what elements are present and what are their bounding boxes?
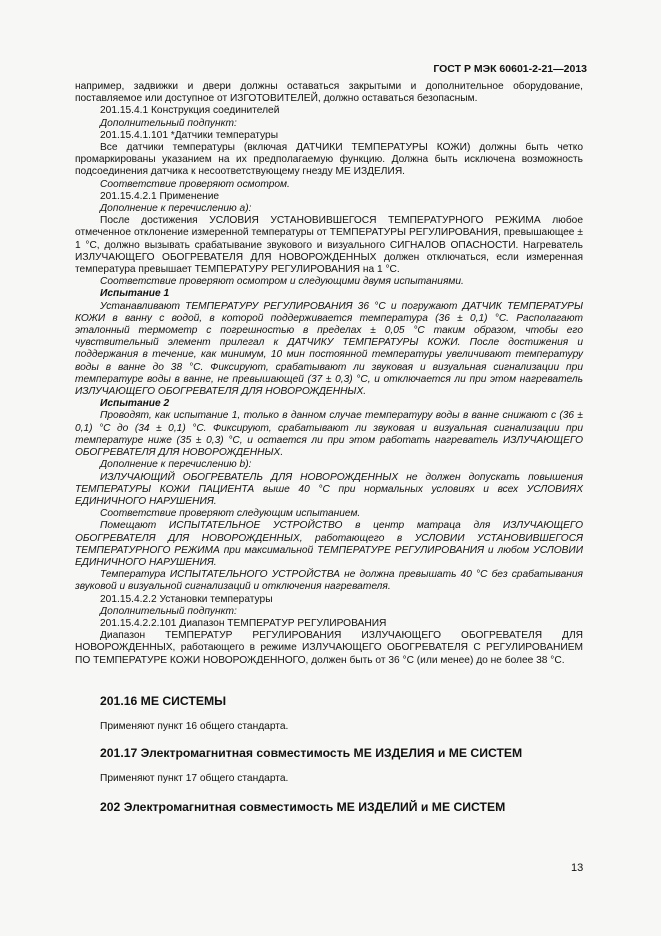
- page-number: 13: [571, 862, 584, 874]
- paragraph: 201.15.4.1 Конструкция соединителей: [100, 105, 280, 117]
- paragraph: Диапазон ТЕМПЕРАТУР РЕГУЛИРОВАНИЯ ИЗЛУЧАЮЩЕГО ОБОГРЕВАТЕЛЯ ДЛЯ НОВОРОЖДЕННЫХ, работающего в режиме ИЗЛУЧАЮЩЕГО ОБОГРЕВАТЕЛЯ С РЕГУЛИРОВАНИЕМ ПО ТЕМПЕРАТУРЕ КОЖИ НОВОРОЖДЕННОГО, должен быть от 36 °С (или менее) до не более 38 °С.: [75, 630, 583, 666]
- paragraph: Соответствие проверяют следующим испытанием.: [100, 508, 361, 520]
- section-text-201-17: Применяют пункт 17 общего стандарта.: [100, 773, 289, 784]
- paragraph: ИЗЛУЧАЮЩИЙ ОБОГРЕВАТЕЛЬ ДЛЯ НОВОРОЖДЕННЫХ не должен допускать повышения ТЕМПЕРАТУРЫ КОЖИ ПАЦИЕНТА выше 40 °С при нормальных условиях и всех УСЛОВИЯХ ЕДИНИЧНОГО НАРУШЕНИЯ.: [75, 471, 583, 507]
- paragraph: 201.15.4.2.1 Применение: [100, 190, 220, 202]
- paragraph: Все датчики температуры (включая ДАТЧИКИ ТЕМПЕРАТУРЫ КОЖИ) должны быть четко промаркированы указанием на их предполагаемую функцию. Должна быть исключена возможность подсоединения датчика к несоответствующему гнезду МЕ ИЗДЕЛИЯ.: [75, 142, 583, 178]
- paragraph: После достижения УСЛОВИЯ УСТАНОВИВШЕГОСЯ ТЕМПЕРАТУРНОГО РЕЖИМА любое отмеченное отклонение измеренной температуры от ТЕМПЕРАТУРЫ РЕГУЛИРОВАНИЯ, превышающее ± 1 °С, должно вызывать срабатывание звукового и визуального СИГНАЛОВ ОПАСНОСТИ. Нагреватель ИЗЛУЧАЮЩЕГО ОБОГРЕВАТЕЛЯ ДЛЯ НОВОРОЖДЕННЫХ должен отключаться, если измеренная температура превышает ТЕМПЕРАТУРУ РЕГУЛИРОВАНИЯ на 1 °С.: [75, 215, 583, 276]
- paragraph: 201.15.4.2.2.101 Диапазон ТЕМПЕРАТУР РЕГУЛИРОВАНИЯ: [100, 617, 387, 629]
- paragraph: Испытание 2: [100, 398, 170, 410]
- document-body: [75, 81, 583, 667]
- section-heading-201-16: 201.16 МЕ СИСТЕМЫ: [100, 694, 227, 708]
- paragraph: Дополнительный подпункт:: [100, 605, 237, 617]
- paragraph: Дополнительный подпункт:: [100, 117, 237, 129]
- paragraph: Соответствие проверяют осмотром.: [100, 178, 290, 190]
- paragraph: 201.15.4.1.101 *Датчики температуры: [100, 129, 279, 141]
- paragraph: Дополнение к перечислению b):: [100, 459, 252, 471]
- paragraph: Соответствие проверяют осмотром и следующими двумя испытаниями.: [100, 276, 464, 288]
- paragraph: Проводят, как испытание 1, только в данном случае температуру воды в ванне снижают с (36 ± 0,1) °С до (34 ± 0,1) °С. Фиксируют, срабатывают ли звуковая и визуальная сигнализации при температуре ниже (35 ± 0,3) °С, и остается ли при этом работать нагреватель ИЗЛУЧАЮЩЕГО ОБОГРЕВАТЕЛЯ ДЛЯ НОВОРОЖДЕННЫХ.: [75, 410, 583, 459]
- paragraph: Устанавливают ТЕМПЕРАТУРУ РЕГУЛИРОВАНИЯ 36 °С и погружают ДАТЧИК ТЕМПЕРАТУРЫ КОЖИ в ванну с водой, в которой поддерживается температура (36 ± 0,1) °С. Располагают эталонный термометр с погрешностью в пределах ± 0,05 °С таким образом, чтобы его чувствительный элемент прилегал к ДАТЧИКУ ТЕМПЕРАТУРЫ КОЖИ. После достижения и поддержания в течение, как минимум, 10 мин постоянной температуры увеличивают температуру воды в ванне до 38 °С. Фиксируют, срабатывают ли звуковая и визуальная сигнализации при температуре воды в ванне, не превышающей (37 ± 0,3) °С, и отключается ли при этом нагреватель ИЗЛУЧАЮЩЕГО ОБОГРЕВАТЕЛЯ ДЛЯ НОВОРОЖДЕННЫХ.: [75, 300, 583, 398]
- paragraph: 201.15.4.2.2 Установки температуры: [100, 593, 273, 605]
- document-header: ГОСТ Р МЭК 60601-2-21—2013: [433, 63, 587, 75]
- paragraph: Помещают ИСПЫТАТЕЛЬНОЕ УСТРОЙСТВО в центр матраца для ИЗЛУЧАЮЩЕГО ОБОГРЕВАТЕЛЯ ДЛЯ НОВОРОЖДЕННЫХ, работающего в УСЛОВИИ УСТАНОВИВШЕГОСЯ ТЕМПЕРАТУРНОГО РЕЖИМА при максимальной ТЕМПЕРАТУРЕ РЕГУЛИРОВАНИЯ и любом УСЛОВИИ ЕДИНИЧНОГО НАРУШЕНИЯ.: [75, 520, 583, 568]
- section-heading-202: 202 Электромагнитная совместимость МЕ ИЗДЕЛИЙ и МЕ СИСТЕМ: [100, 800, 506, 814]
- paragraph: например, задвижки и двери должны оставаться закрытыми и дополнительное оборудование, поставляемое или доступное от ИЗГОТОВИТЕЛЕЙ, должно оставаться безопасным.: [75, 81, 583, 105]
- section-heading-201-17: 201.17 Электромагнитная совместимость МЕ ИЗДЕЛИЯ и МЕ СИСТЕМ: [100, 746, 523, 760]
- section-text-201-16: Применяют пункт 16 общего стандарта.: [100, 721, 289, 732]
- paragraph: Дополнение к перечислению а):: [100, 203, 252, 215]
- paragraph: Испытание 1: [100, 288, 170, 300]
- paragraph: Температура ИСПЫТАТЕЛЬНОГО УСТРОЙСТВА не должна превышать 40 °С без срабатывания звуковой и визуальной сигнализаций и отключения нагревателя.: [75, 569, 583, 593]
